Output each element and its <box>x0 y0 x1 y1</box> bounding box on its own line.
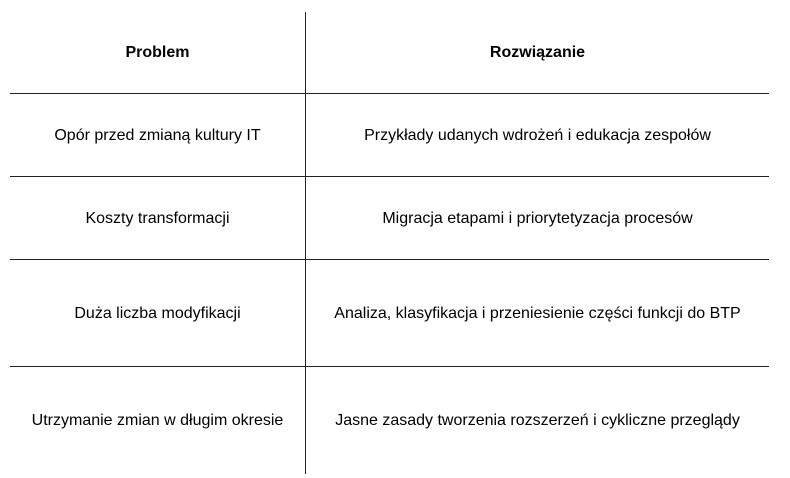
solution-cell: Analiza, klasyfikacja i przeniesienie części funkcji do BTP <box>334 304 741 322</box>
header-solution: Rozwiązanie <box>489 44 586 61</box>
problem-cell: Duża liczba modyfikacji <box>74 304 241 322</box>
solution-cell: Przykłady udanych wdrożeń i edukacja zespołów <box>364 126 711 144</box>
problem-cell: Opór przed zmianą kultury IT <box>54 126 261 144</box>
solution-cell: Jasne zasady tworzenia rozszerzeń i cykliczne przeglądy <box>335 412 740 429</box>
header-problem: Problem <box>125 44 190 61</box>
problem-cell: Utrzymanie zmian w długim okresie <box>31 412 284 429</box>
solution-cell: Migracja etapami i priorytetyzacja procesów <box>382 209 693 227</box>
problem-cell: Koszty transformacji <box>85 209 230 227</box>
